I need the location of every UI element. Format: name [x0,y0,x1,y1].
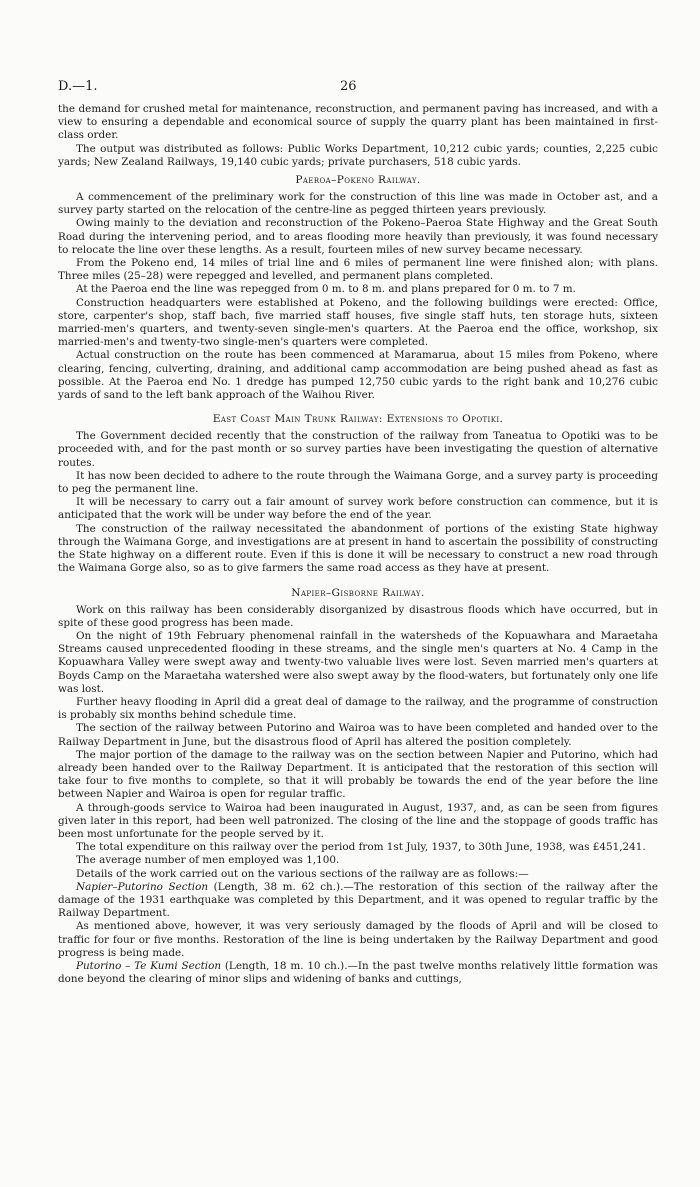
page-number: 26 [340,79,357,94]
body-paragraph: At the Paeroa end the line was repegged from 0 m. to 8 m. and plans prepared for 0 m. to 7 m. [76,283,576,296]
body-paragraph: The section of the railway between Putorino and Wairoa was to have been completed and handed over to the Railway Department in June, but the disastrous flood of April has altered the position completely. [58,722,658,748]
body-paragraph: A through-goods service to Wairoa had been inaugurated in August, 1937, and, as can be seen from figures given later in this report, had been well patronized. The closing of the line and the stoppage of goods traffic has been most unfortunate for the people served by it. [58,801,658,840]
body-paragraph: A commencement of the preliminary work for the construction of this line was made in October ast, and a survey party started on the relocation of the centre-line as pegged thirteen years previously. [58,191,658,217]
report-reference: D.—1. [58,79,98,94]
section-heading: Paeroa–Pokeno Railway. [295,174,421,187]
subsection-text: (Length, 18 m. 10 ch.).—In the past twelve months relatively little formation was done beyond the clearing of minor slips and widening of banks and cuttings, [58,959,659,986]
body-paragraph: Details of the work carried out on the various sections of the railway are as follows:— [76,867,529,880]
body-paragraph: The average number of men employed was 1,100. [76,854,340,867]
body-paragraph: Construction headquarters were established at Pokeno, and the following buildings were erected: Office, store, carpenter's shop, staff bach, five married staff houses, five single staff huts, ten storage huts, sixteen married-men's quarters, and twenty-seven single-men's quarters. At the Paeroa end the office, workshop, six married-men's and twenty-two single-men's quarters were completed. [58,296,658,349]
body-paragraph: From the Pokeno end, 14 miles of trial line and 6 miles of permanent line were finished alon; with plans. Three miles (25–28) were repegged and levelled, and permanent plans completed. [58,257,658,283]
subsection-title: Napier–Putorino Section [76,880,209,893]
body-paragraph: the demand for crushed metal for maintenance, reconstruction, and permanent paving has increased, and with a view to ensuring a dependable and economical source of supply the quarry plant has been maintained in first-class order. [58,103,658,142]
body-paragraph: It will be necessary to carry out a fair amount of survey work before construction can commence, but it is anticipated that the work will be under way before the end of the year. [58,496,658,522]
subsection-paragraph [58,881,658,921]
subsection-text: As mentioned above, however, it was very seriously damaged by the floods of April and will be closed to traffic for four or five months. Restoration of the line is being undertaken by the Railway Department and good progress is being made. [58,920,658,959]
document-body [58,103,658,986]
body-paragraph: It has now been decided to adhere to the route through the Waimana Gorge, and a survey party is proceeding to peg the permanent line. [58,469,658,496]
body-paragraph: Further heavy flooding in April did a great deal of damage to the railway, and the programme of construction is probably six months behind schedule time. [58,695,658,722]
body-paragraph: The Government decided recently that the construction of the railway from Taneatua to Opotiki was to be proceeded with, and for the past month or so survey parties have been investigating the question of alternative routes. [58,430,658,469]
section-heading: East Coast Main Trunk Railway: Extensions to Opotiki. [212,413,504,426]
body-paragraph: Work on this railway has been considerably disorganized by disastrous floods which have occurred, but in spite of these good progress has been made. [58,603,658,629]
section-heading: Napier–Gisborne Railway. [291,586,425,599]
subsection-title: Putorino – Te Kumi Section [76,959,222,972]
body-paragraph: The output was distributed as follows: Public Works Department, 10,212 cubic yards; counties, 2,225 cubic yards; New Zealand Railways, 19,140 cubic yards; private purchasers, 518 cubic yards. [58,142,658,168]
body-paragraph: The major portion of the damage to the railway was on the section between Napier and Putorino, which had already been handed over to the Railway Department. It is anticipated that the restoration of this section will take four to five months to complete, so that it will probably be towards the end of the year before the line between Napier and Wairoa is open for regular traffic. [58,748,658,801]
body-paragraph: Actual construction on the route has been commenced at Maramarua, about 15 miles from Pokeno, where clearing, fencing, culverting, draining, and additional camp accommodation are being pushed ahead as fast as possible. At the Paeroa end No. 1 dredge has pumped 12,750 cubic yards to the right bank and 10,276 cubic yards of sand to the left bank approach of the Waihou River. [58,349,658,402]
subsection-paragraph [58,960,658,986]
body-paragraph: The total expenditure on this railway over the period from 1st July, 1937, to 30th June, 1938, was £451,241. [76,841,646,854]
body-paragraph: On the night of 19th February phenomenal rainfall in the watersheds of the Kopuawhara and Maraetaha Streams caused unprecedented flooding in these streams, and the single men's quarters at No. 4 Camp in the Kopuawhara Valley were swept away and twenty-two valuable lives were lost. Seven married men's quarters at Boyds Camp on the Maraetaha watershed were also swept away by the flood-waters, but fortunately only one life was lost. [58,629,658,695]
body-paragraph: The construction of the railway necessitated the abandonment of portions of the existing State highway through the Waimana Gorge, and investigations are at present in hand to ascertain the possibility of constructing the State highway on a different route. Even if this is done it will be necessary to construct a new road through the Waimana Gorge also, so as to give farmers the same road access as they have at present. [58,522,658,575]
subsection-paragraph [58,920,658,960]
body-paragraph: Owing mainly to the deviation and reconstruction of the Pokeno–Paeroa State Highway and the Great South Road during the intervening period, and to areas flooding more heavily than previously, it was found necessary to relocate the line over these lengths. As a result, fourteen miles of new survey became necessary. [58,217,658,256]
subsection-text: (Length, 38 m. 62 ch.).—The restoration of this section of the railway after the damage of the 1931 earthquake was completed by this Department, and it was opened to regular traffic by the Railway Department. [58,880,658,920]
